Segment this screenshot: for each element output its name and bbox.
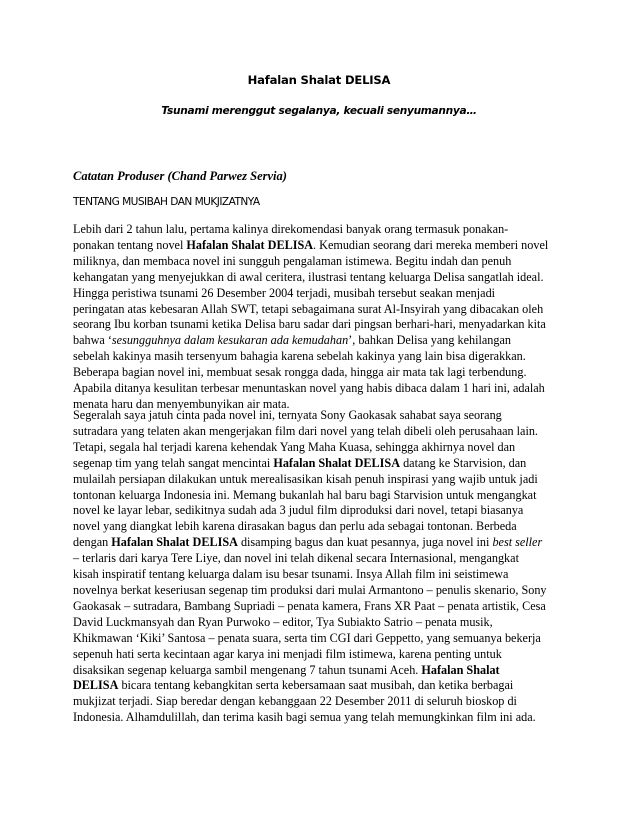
- text-line: [73, 424, 573, 440]
- text-line: [73, 222, 573, 238]
- text-line: [73, 270, 573, 286]
- text-line: [73, 408, 573, 424]
- text-run: segenap tim yang telah sangat mencintai: [73, 455, 274, 470]
- text-run: mukjizat terjadi. Siap beredar dengan kebanggaan 22 Desember 2011 di seluruh bioskop di: [73, 694, 517, 709]
- text-run: bicara tentang kebangkitan serta kebersamaan saat musibah, dan ketika berbagai: [118, 678, 514, 693]
- text-run: Hingga peristiwa tsunami 26 Desember 2004 terjadi, musibah tersebut seakan menjadi: [73, 285, 496, 300]
- text-line: [73, 488, 573, 504]
- text-line: [73, 615, 573, 631]
- text-line: [73, 599, 573, 615]
- text-run: kisah inspiratif tentang keluarga dalam isu besar tsunami. Insya Allah film ini seistimewa: [73, 567, 509, 582]
- text-line: [73, 254, 573, 270]
- text-run: Gaokasak – sutradara, Bambang Supriadi – penata kamera, Frans XR Paat – penata artistik, Cesa: [73, 598, 546, 613]
- text-run: Khikmawan ‘Kiki’ Santosa – penata suara, serta tim CGI dari Geppetto, yang semuanya bekerja: [73, 630, 541, 645]
- text-run: sebelah kakinya masih tersenyum bahagia karena sebelah kakinya yang lain bisa digerakkan.: [73, 349, 526, 364]
- document-subtitle: Tsunami merenggut segalanya, kecuali senyumannya…: [161, 105, 477, 117]
- text-line: [73, 286, 573, 302]
- text-line: [73, 349, 573, 365]
- text-run: peringatan atas kebesaran Allah SWT, tetapi sebagaimana surat Al-Insyirah yang dibacakan oleh: [73, 301, 544, 316]
- text-run: tontonan keluarga Indonesia ini. Memang bukanlah hal baru bagi Starvision untuk mengangkat: [73, 487, 537, 502]
- text-run: Apabila ditanya kesulitan terbesar menuntaskan novel yang habis dibaca dalam 1 hari ini, adalah: [73, 381, 545, 396]
- text-line: [73, 440, 573, 456]
- text-run: dengan: [73, 535, 112, 550]
- text-run: David Luckmansyah dan Ryan Purwoko – editor, Tya Subiakto Satrio – penata musik,: [73, 614, 493, 629]
- text-line: [73, 333, 573, 349]
- bold-text: Hafalan Shalat DELISA: [273, 455, 401, 470]
- text-line: [73, 551, 573, 567]
- text-line: [73, 317, 573, 333]
- text-line: [73, 381, 573, 397]
- text-run: Indonesia. Alhamdulillah, dan terima kasih bagi semua yang telah memungkinkan film ini ada.: [73, 710, 536, 725]
- text-run: Segeralah saya jatuh cinta pada novel ini, ternyata Sony Gaokasak sahabat saya seorang: [73, 408, 502, 422]
- text-run: novelnya berkat keseriusan segenap tim produksi dari mulai Armantono – penulis skenario, Sony: [73, 582, 547, 597]
- text-run: . Kemudian seorang dari mereka memberi novel: [313, 237, 549, 252]
- text-run: datang ke Starvision, dan: [400, 455, 527, 470]
- text-line: [73, 678, 573, 694]
- text-line: [73, 567, 573, 583]
- body-paragraph: [73, 222, 573, 413]
- text-line: [73, 503, 573, 519]
- text-line: [73, 519, 573, 535]
- text-run: seorang Ibu korban tsunami ketika Delisa baru sadar dari pingsan berhari-hari, menyadarkan kita: [73, 317, 546, 332]
- text-run: – terlaris dari karya Tere Liye, dan novel ini telah dikenal secara Internasional, mengangkat: [73, 551, 519, 566]
- text-run: kehangatan yang menyejukkan di awal ceritera, ilustrasi tentang keluarga Delisa sangatlah ideal.: [73, 269, 544, 284]
- text-run: disamping bagus dan kuat pesannya, juga novel ini: [237, 535, 493, 550]
- text-line: [73, 472, 573, 488]
- text-line: [73, 302, 573, 318]
- producer-note-heading: Catatan Produser (Chand Parwez Servia): [73, 169, 287, 183]
- bold-text: DELISA: [73, 678, 119, 693]
- text-line: [73, 238, 573, 254]
- bold-text: Hafalan Shalat: [421, 662, 500, 677]
- text-line: [73, 647, 573, 663]
- text-run: miliknya, dan membaca novel ini sungguh pengalaman istimewa. Begitu indah dan penuh: [73, 253, 512, 268]
- section-heading: TENTANG MUSIBAH DAN MUKJIZATNYA: [73, 196, 260, 208]
- text-run: Lebih dari 2 tahun lalu, pertama kalinya direkomendasi banyak orang termasuk ponakan-: [73, 222, 509, 236]
- body-paragraph: [73, 408, 573, 726]
- text-line: [73, 583, 573, 599]
- text-line: [73, 710, 573, 726]
- text-line: [73, 694, 573, 710]
- text-run: Tetapi, segala hal terjadi karena kehendak Yang Maha Kuasa, sehingga akhirnya novel dan: [73, 439, 516, 454]
- text-run: sepenuh hati serta kecintaan agar karya ini menjadi film istimewa, karena penting untuk: [73, 646, 502, 661]
- text-run: menata haru dan menyembunyikan air mata.: [73, 396, 290, 411]
- text-run: Beberapa bagian novel ini, membuat sesak rongga dada, hingga air mata tak lagi terbendung.: [73, 365, 527, 380]
- text-line: [73, 631, 573, 647]
- italic-text: sesungguhnya dalam kesukaran ada kemudahan: [111, 333, 349, 348]
- text-run: ’, bahkan Delisa yang kehilangan: [348, 333, 511, 348]
- bold-text: Hafalan Shalat DELISA: [111, 535, 238, 550]
- italic-text: best seller: [492, 535, 543, 550]
- bold-text: Hafalan Shalat DELISA: [186, 237, 314, 252]
- text-run: bahwa ‘: [73, 333, 112, 348]
- document-title: Hafalan Shalat DELISA: [247, 73, 391, 87]
- text-run: sutradara yang telaten akan mengerjakan film dari novel yang telah dibeli oleh perusahaan lain.: [73, 423, 538, 438]
- text-line: [73, 456, 573, 472]
- text-run: mulailah persiapan dilakukan untuk merealisasikan kisah penuh inspirasi yang wajib untuk jadi: [73, 471, 538, 486]
- text-line: [73, 535, 573, 551]
- text-run: novel ke layar lebar, sedikitnya sudah ada 3 judul film diproduksi dari novel, tetapi biasanya: [73, 503, 524, 518]
- text-run: disaksikan segenap keluarga sambil mengenang 7 tahun tsunami Aceh.: [73, 662, 422, 677]
- text-run: novel yang diangkat lebih karena dirasakan bagus dan perlu ada sebagai tontonan. Berbeda: [73, 519, 517, 534]
- text-line: [73, 663, 573, 679]
- text-line: [73, 365, 573, 381]
- text-run: ponakan tentang novel: [73, 237, 187, 252]
